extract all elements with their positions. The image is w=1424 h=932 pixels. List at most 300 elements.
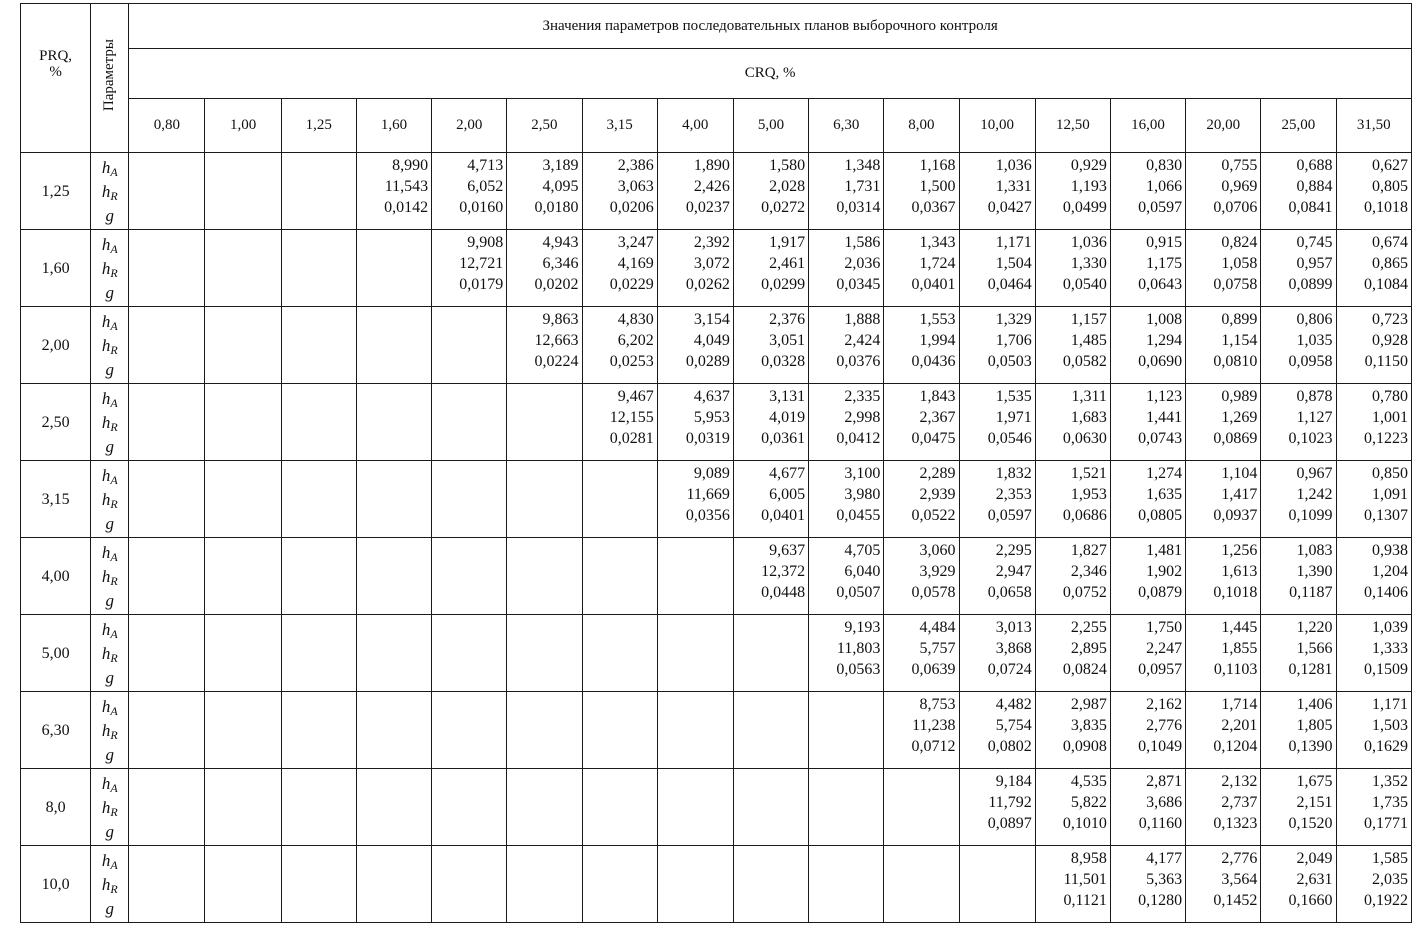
empty-cell — [205, 153, 281, 230]
prq-header-cell — [21, 4, 91, 153]
cell-value: 2,392 — [693, 234, 730, 251]
cell-value: 11,669 — [686, 486, 730, 503]
parameter-subscript: R — [110, 342, 118, 357]
cell-value: 3,154 — [693, 311, 730, 328]
cell-value: 0,0314 — [836, 199, 881, 216]
cell-value: 0,0690 — [1138, 353, 1183, 370]
value-cell — [809, 307, 884, 384]
cell-value: 1,039 — [1372, 619, 1408, 636]
cell-value: 3,980 — [844, 486, 881, 503]
parameter-names — [91, 307, 129, 384]
value-cell — [1261, 846, 1336, 923]
empty-cell — [432, 307, 507, 384]
parameter-letter: g — [105, 898, 114, 918]
crq-header: CRQ, % — [129, 49, 1412, 99]
cell-value: 0,1160 — [1138, 815, 1183, 832]
parameter-letter: g — [105, 205, 114, 225]
empty-cell — [205, 384, 281, 461]
value-cell — [1186, 230, 1261, 307]
parameter-letter: h — [101, 258, 111, 278]
cell-value: 12,372 — [761, 563, 806, 580]
cell-value: 4,637 — [693, 388, 730, 405]
empty-cell — [281, 615, 356, 692]
empty-cell — [205, 846, 281, 923]
cell-value: 1,890 — [693, 157, 730, 174]
cell-value: 2,036 — [844, 255, 881, 272]
value-cell — [809, 538, 884, 615]
cell-value: 0,0356 — [685, 507, 730, 524]
cell-value: 0,755 — [1221, 157, 1258, 174]
cell-value: 1,994 — [919, 332, 956, 349]
cell-value: 1,171 — [995, 234, 1032, 251]
value-cell — [1110, 769, 1185, 846]
cell-value: 0,850 — [1372, 465, 1408, 482]
value-cell — [582, 307, 657, 384]
cell-value: 1,714 — [1221, 696, 1258, 713]
value-cell — [1186, 461, 1261, 538]
cell-value: 0,0802 — [987, 738, 1032, 755]
cell-value: 3,063 — [617, 178, 654, 195]
parameter-subscript: A — [110, 780, 118, 795]
parameter-letter: g — [105, 744, 114, 764]
value-cell — [1336, 538, 1411, 615]
cell-value: 1,735 — [1372, 794, 1408, 811]
value-cell — [1035, 538, 1110, 615]
value-cell — [356, 153, 431, 230]
cell-value: 3,072 — [693, 255, 730, 272]
empty-cell — [205, 461, 281, 538]
value-cell — [1261, 230, 1336, 307]
cell-value: 0,1390 — [1288, 738, 1333, 755]
parameter-name — [91, 721, 128, 745]
empty-cell — [356, 615, 431, 692]
cell-value: 1,485 — [1070, 332, 1107, 349]
cell-value: 1,036 — [995, 157, 1032, 174]
parameter-names — [91, 692, 129, 769]
parameter-name — [91, 567, 128, 591]
cell-value: 0,0367 — [911, 199, 956, 216]
cell-value: 1,294 — [1146, 332, 1183, 349]
table-row — [21, 384, 1412, 461]
empty-cell — [733, 692, 808, 769]
parameter-letter: h — [101, 566, 111, 586]
prq-value: 10,0 — [21, 846, 91, 923]
cell-value: 0,0810 — [1213, 353, 1258, 370]
empty-cell — [657, 846, 733, 923]
table-row — [21, 769, 1412, 846]
value-cell — [1261, 615, 1336, 692]
cell-value: 0,688 — [1296, 157, 1333, 174]
value-cell — [507, 230, 582, 307]
parameter-letter: h — [101, 619, 111, 639]
cell-value: 3,686 — [1146, 794, 1183, 811]
parameter-letter: h — [101, 157, 111, 177]
empty-cell — [959, 846, 1035, 923]
value-cell — [884, 307, 959, 384]
cell-value: 1,083 — [1296, 542, 1333, 559]
cell-value: 2,947 — [995, 563, 1032, 580]
cell-value: 1,175 — [1146, 255, 1183, 272]
value-cell — [657, 461, 733, 538]
value-cell — [809, 461, 884, 538]
value-cell — [1336, 153, 1411, 230]
value-cell — [1336, 692, 1411, 769]
cell-value: 1,204 — [1372, 563, 1408, 580]
crq-column-header: 5,00 — [733, 99, 808, 153]
parameter-name — [91, 697, 128, 721]
cell-value: 0,0299 — [761, 276, 806, 293]
parameter-names — [91, 153, 129, 230]
empty-cell — [356, 384, 431, 461]
cell-value: 2,776 — [1146, 717, 1183, 734]
parameter-subscript: A — [110, 318, 118, 333]
cell-value: 0,0582 — [1062, 353, 1107, 370]
cell-value: 8,958 — [1070, 850, 1107, 867]
value-cell — [1186, 769, 1261, 846]
cell-value: 0,1509 — [1364, 661, 1408, 678]
empty-cell — [129, 615, 205, 692]
cell-value: 0,1922 — [1364, 892, 1408, 909]
cell-value: 0,0253 — [609, 353, 654, 370]
cell-value: 1,521 — [1070, 465, 1107, 482]
empty-cell — [582, 692, 657, 769]
cell-value: 1,331 — [995, 178, 1032, 195]
empty-cell — [356, 692, 431, 769]
parameter-name — [91, 312, 128, 336]
parameter-subscript: R — [110, 881, 118, 896]
cell-value: 1,091 — [1372, 486, 1408, 503]
parameter-names — [91, 230, 129, 307]
cell-value: 9,908 — [467, 234, 504, 251]
cell-value: 2,247 — [1146, 640, 1183, 657]
parameter-name — [91, 413, 128, 437]
table-row — [21, 846, 1412, 923]
empty-cell — [205, 307, 281, 384]
value-cell — [809, 615, 884, 692]
parameter-name — [91, 798, 128, 822]
value-cell — [809, 230, 884, 307]
parameter-subscript: R — [110, 573, 118, 588]
cell-value: 2,426 — [693, 178, 730, 195]
cell-value: 0,0328 — [761, 353, 806, 370]
crq-column-header: 6,30 — [809, 99, 884, 153]
cell-value: 1,971 — [995, 409, 1032, 426]
cell-value: 0,0563 — [836, 661, 881, 678]
cell-value: 0,1406 — [1364, 584, 1408, 601]
prq-value: 1,60 — [21, 230, 91, 307]
parameter-subscript: A — [110, 164, 118, 179]
cell-value: 2,353 — [995, 486, 1032, 503]
cell-value: 1,675 — [1296, 773, 1333, 790]
cell-value: 0,0401 — [761, 507, 806, 524]
value-cell — [657, 153, 733, 230]
parameter-name — [91, 514, 128, 533]
parameter-name — [91, 620, 128, 644]
cell-value: 9,184 — [995, 773, 1032, 790]
cell-value: 2,939 — [919, 486, 956, 503]
cell-value: 1,706 — [995, 332, 1032, 349]
parameter-name — [91, 158, 128, 182]
value-cell — [733, 384, 808, 461]
empty-cell — [809, 769, 884, 846]
cell-value: 1,553 — [919, 311, 956, 328]
table-row — [21, 461, 1412, 538]
cell-value: 0,0686 — [1062, 507, 1107, 524]
value-cell — [1035, 846, 1110, 923]
value-cell — [1336, 384, 1411, 461]
crq-column-header: 0,80 — [129, 99, 205, 153]
parameter-name — [91, 182, 128, 206]
value-cell — [733, 230, 808, 307]
empty-cell — [281, 769, 356, 846]
value-cell — [959, 461, 1035, 538]
cell-value: 1,586 — [844, 234, 881, 251]
cell-value: 2,461 — [769, 255, 806, 272]
cell-value: 1,445 — [1221, 619, 1258, 636]
empty-cell — [205, 615, 281, 692]
value-cell — [884, 230, 959, 307]
cell-value: 0,0540 — [1062, 276, 1107, 293]
cell-value: 0,0899 — [1288, 276, 1333, 293]
cell-value: 1,441 — [1146, 409, 1183, 426]
parameter-subscript: R — [110, 804, 118, 819]
cell-value: 0,0578 — [911, 584, 956, 601]
cell-value: 11,501 — [1063, 871, 1107, 888]
empty-cell — [129, 846, 205, 923]
empty-cell — [356, 307, 431, 384]
cell-value: 6,346 — [542, 255, 579, 272]
cell-value: 4,177 — [1146, 850, 1183, 867]
cell-value: 0,1010 — [1062, 815, 1107, 832]
value-cell — [582, 384, 657, 461]
cell-value: 1,274 — [1146, 465, 1183, 482]
empty-cell — [281, 461, 356, 538]
cell-value: 1,613 — [1221, 563, 1258, 580]
params-header-label: Параметры — [101, 38, 118, 112]
cell-value: 0,0262 — [685, 276, 730, 293]
cell-value: 0,899 — [1221, 311, 1258, 328]
cell-value: 0,1018 — [1213, 584, 1258, 601]
cell-value: 0,0879 — [1138, 584, 1183, 601]
parameter-subscript: R — [110, 650, 118, 665]
cell-value: 0,0376 — [836, 353, 881, 370]
cell-value: 3,247 — [617, 234, 654, 251]
cell-value: 0,0869 — [1213, 430, 1258, 447]
empty-cell — [129, 153, 205, 230]
cell-value: 11,238 — [912, 717, 956, 734]
crq-column-header: 16,00 — [1110, 99, 1185, 153]
value-cell — [1035, 384, 1110, 461]
cell-value: 1,888 — [844, 311, 881, 328]
cell-value: 1,390 — [1296, 563, 1333, 580]
parameter-subscript: R — [110, 496, 118, 511]
cell-value: 0,1204 — [1213, 738, 1258, 755]
cell-value: 0,0658 — [987, 584, 1032, 601]
parameter-names — [91, 461, 129, 538]
parameter-names — [91, 769, 129, 846]
cell-value: 1,953 — [1070, 486, 1107, 503]
empty-cell — [507, 615, 582, 692]
empty-cell — [809, 692, 884, 769]
empty-cell — [129, 769, 205, 846]
cell-value: 1,481 — [1146, 542, 1183, 559]
value-cell — [884, 153, 959, 230]
empty-cell — [205, 692, 281, 769]
cell-value: 0,0841 — [1288, 199, 1333, 216]
cell-value: 4,713 — [467, 157, 504, 174]
empty-cell — [129, 307, 205, 384]
cell-value: 0,0401 — [911, 276, 956, 293]
cell-value: 1,104 — [1221, 465, 1258, 482]
cell-value: 4,677 — [769, 465, 806, 482]
cell-value: 2,367 — [919, 409, 956, 426]
empty-cell — [507, 846, 582, 923]
value-cell — [1336, 615, 1411, 692]
parameter-name — [91, 644, 128, 668]
cell-value: 4,482 — [995, 696, 1032, 713]
cell-value: 0,1103 — [1213, 661, 1258, 678]
cell-value: 0,780 — [1372, 388, 1408, 405]
cell-value: 1,154 — [1221, 332, 1258, 349]
cell-value: 3,929 — [919, 563, 956, 580]
empty-cell — [657, 538, 733, 615]
parameter-name — [91, 206, 128, 225]
cell-value: 1,343 — [919, 234, 956, 251]
cell-value: 0,1307 — [1364, 507, 1408, 524]
table-row — [21, 153, 1412, 230]
cell-value: 1,008 — [1146, 311, 1183, 328]
value-cell — [1035, 692, 1110, 769]
cell-value: 3,013 — [995, 619, 1032, 636]
parameter-names — [91, 615, 129, 692]
value-cell — [432, 230, 507, 307]
header-row-crq-values — [21, 99, 1412, 153]
value-cell — [1110, 615, 1185, 692]
value-cell — [1110, 846, 1185, 923]
crq-column-header: 1,00 — [205, 99, 281, 153]
value-cell — [809, 153, 884, 230]
parameter-name — [91, 851, 128, 875]
parameter-name — [91, 774, 128, 798]
header-row-crq — [21, 49, 1412, 99]
cell-value: 3,835 — [1070, 717, 1107, 734]
crq-column-header: 12,50 — [1035, 99, 1110, 153]
empty-cell — [281, 692, 356, 769]
value-cell — [1035, 307, 1110, 384]
cell-value: 12,663 — [534, 332, 579, 349]
cell-value: 1,902 — [1146, 563, 1183, 580]
params-header-cell — [91, 4, 129, 153]
cell-value: 0,0361 — [761, 430, 806, 447]
parameter-name — [91, 490, 128, 514]
value-cell — [1261, 461, 1336, 538]
value-cell — [1035, 769, 1110, 846]
cell-value: 0,0724 — [987, 661, 1032, 678]
prq-value: 8,0 — [21, 769, 91, 846]
cell-value: 11,803 — [836, 640, 881, 657]
parameter-letter: h — [101, 643, 111, 663]
value-cell — [1336, 230, 1411, 307]
value-cell — [507, 307, 582, 384]
cell-value: 2,998 — [844, 409, 881, 426]
cell-value: 9,637 — [769, 542, 806, 559]
cell-value: 4,049 — [693, 332, 730, 349]
cell-value: 2,151 — [1296, 794, 1333, 811]
cell-value: 1,580 — [769, 157, 806, 174]
cell-value: 0,830 — [1146, 157, 1183, 174]
value-cell — [657, 307, 733, 384]
value-cell — [884, 384, 959, 461]
empty-cell — [809, 846, 884, 923]
crq-column-header: 2,50 — [507, 99, 582, 153]
value-cell — [884, 692, 959, 769]
cell-value: 1,329 — [995, 311, 1032, 328]
value-cell — [1186, 153, 1261, 230]
value-cell — [1110, 153, 1185, 230]
parameter-name — [91, 336, 128, 360]
cell-value: 0,723 — [1372, 311, 1408, 328]
cell-value: 4,484 — [919, 619, 956, 636]
cell-value: 0,0319 — [685, 430, 730, 447]
value-cell — [1110, 692, 1185, 769]
prq-value: 5,00 — [21, 615, 91, 692]
cell-value: 0,0712 — [911, 738, 956, 755]
empty-cell — [281, 384, 356, 461]
value-cell — [1336, 461, 1411, 538]
cell-value: 5,757 — [919, 640, 956, 657]
value-cell — [1336, 769, 1411, 846]
cell-value: 0,1084 — [1364, 276, 1408, 293]
cell-value: 6,202 — [617, 332, 654, 349]
empty-cell — [281, 538, 356, 615]
value-cell — [884, 461, 959, 538]
value-cell — [1110, 384, 1185, 461]
cell-value: 4,169 — [617, 255, 654, 272]
cell-value: 1,805 — [1296, 717, 1333, 734]
cell-value: 11,543 — [384, 178, 429, 195]
parameter-subscript: A — [110, 395, 118, 410]
cell-value: 1,500 — [919, 178, 956, 195]
cell-value: 12,721 — [459, 255, 504, 272]
cell-value: 0,0897 — [987, 815, 1032, 832]
parameter-subscript: R — [110, 727, 118, 742]
cell-value: 0,0499 — [1062, 199, 1107, 216]
table-row — [21, 692, 1412, 769]
cell-value: 1,123 — [1146, 388, 1183, 405]
cell-value: 3,060 — [919, 542, 956, 559]
cell-value: 3,564 — [1221, 871, 1258, 888]
empty-cell — [281, 846, 356, 923]
empty-cell — [432, 538, 507, 615]
prq-value: 3,15 — [21, 461, 91, 538]
value-cell — [1110, 307, 1185, 384]
value-cell — [1035, 615, 1110, 692]
cell-value: 1,171 — [1372, 696, 1408, 713]
parameter-subscript: A — [110, 626, 118, 641]
prq-value: 6,30 — [21, 692, 91, 769]
empty-cell — [356, 461, 431, 538]
cell-value: 5,363 — [1146, 871, 1183, 888]
cell-value: 0,0180 — [534, 199, 579, 216]
empty-cell — [129, 461, 205, 538]
cell-value: 0,0805 — [1138, 507, 1183, 524]
value-cell — [959, 307, 1035, 384]
prq-header-label: PRQ, — [39, 48, 73, 64]
parameter-name — [91, 591, 128, 610]
parameter-name — [91, 389, 128, 413]
empty-cell — [281, 153, 356, 230]
parameter-name — [91, 875, 128, 899]
